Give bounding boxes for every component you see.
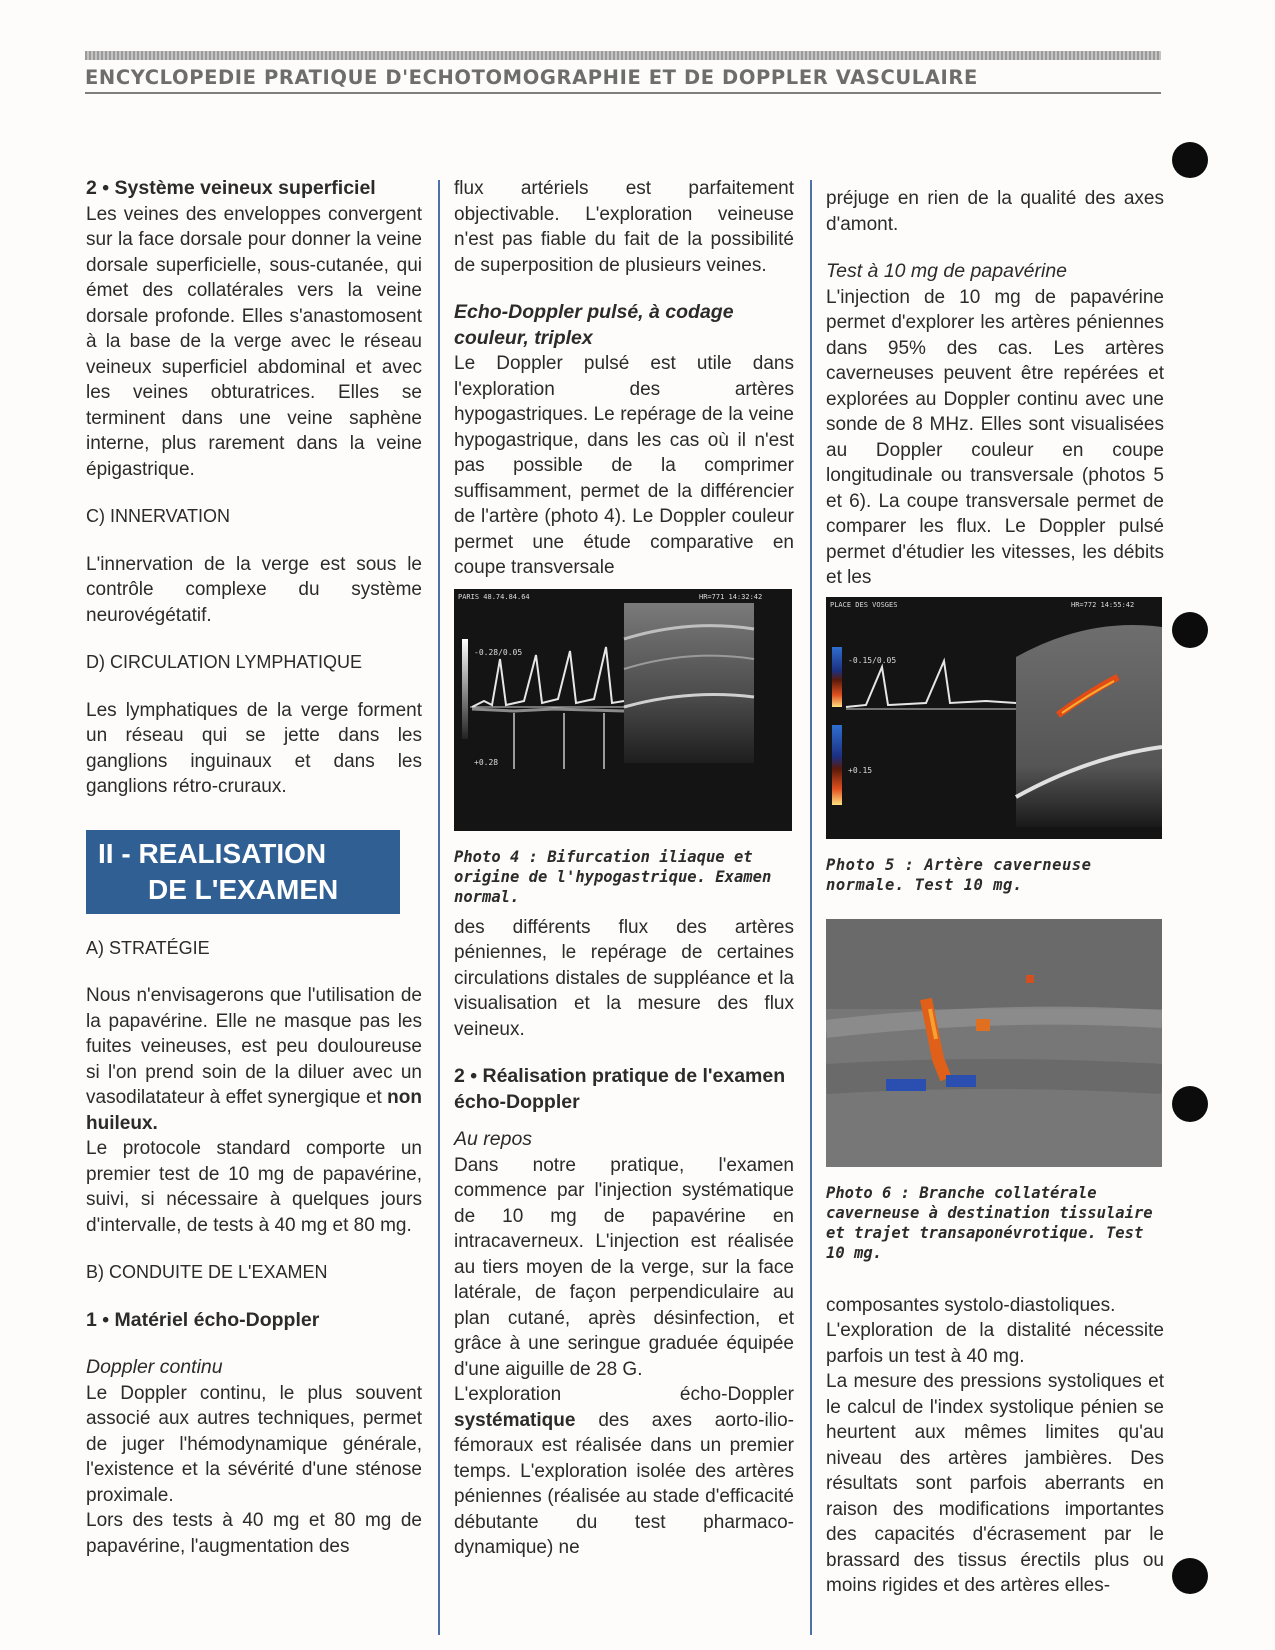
paragraph: L'innervation de la verge est sous le contrôle complexe du système neurovégétatif. xyxy=(86,553,422,626)
paragraph: La mesure des pressions systoliques et le calcul de l'index systolique pénien se heurtent aux mêmes limites qu'au niveau des artères jambières. Des résultats sont parfois aberrants en raison des modifications importantes des capacités d'écrasement par le brassard des tissus érectils plus ou moins rigides et des artères elles- xyxy=(826,1371,1164,1596)
column-3 xyxy=(826,186,1164,1599)
paragraph xyxy=(86,983,422,1136)
column-1 xyxy=(86,176,422,1559)
paragraph: Les veines des enveloppes convergent sur la face dorsale pour donner la veine dorsale superficielle, sous-cutanée, qui émet des collatérales vers la veine dorsale profonde. Elles s'anastomosent à la base de la verge avec le réseau veineux superficiel abdominal et avec les veines obturatrices. Elles se terminent dans une veine saphène interne, plus rarement dans la veine épigastrique. xyxy=(86,203,422,480)
photo-4-header-left: PARIS 48.74.84.64 xyxy=(458,592,530,601)
section-innervation: C) INNERVATION xyxy=(86,506,231,526)
paragraph: préjuge en rien de la qualité des axes d'amont. xyxy=(826,188,1164,235)
bold-text: non huileux. xyxy=(86,1087,422,1134)
text-span: L'exploration écho-Doppler xyxy=(454,1384,794,1405)
column-2 xyxy=(454,176,794,1561)
photo-4-scale-top: -0.28/0.05 xyxy=(474,647,523,657)
heading-practical-exam: 2 • Réalisation pratique de l'examen écho-Doppler xyxy=(454,1065,786,1113)
section-banner xyxy=(86,830,400,914)
photo-4-scale-bottom: +0.28 xyxy=(474,757,499,767)
text-span: des axes aorto-ilio-fémoraux est réalisée dans un premier temps. L'exploration isolée des artères péniennes (réalisée au stade d'efficacité débutante du test pharmaco-dynamique) ne xyxy=(454,1409,794,1558)
heading-at-rest: Au repos xyxy=(454,1128,533,1150)
banner-line-1: II - REALISATION xyxy=(98,837,327,869)
column-rule-left xyxy=(438,180,440,1635)
banner-line-2: DE L'EXAMEN xyxy=(148,873,339,905)
ultrasound-image xyxy=(826,597,1162,839)
photo-6-caption: Photo 6 : Branche collatérale caverneuse à destination tissulaire et trajet transaponévrotique. Test 10 mg. xyxy=(826,1183,1153,1262)
binder-hole-4 xyxy=(1172,1558,1208,1594)
paragraph: composantes systolo-diastoliques. xyxy=(826,1294,1116,1316)
binder-hole-1 xyxy=(1172,142,1208,178)
paragraph: L'exploration de la distalité nécessite parfois un test à 40 mg. xyxy=(826,1320,1164,1367)
bold-text: systématique xyxy=(454,1409,576,1431)
binder-hole-2 xyxy=(1172,612,1208,648)
photo-5-scale-bottom: +0.15 xyxy=(848,765,873,775)
binder-hole-3 xyxy=(1172,1086,1208,1122)
paragraph: des différents flux des artères péniennes, le repérage de certaines circulations distales de suppléance et la visualisation et la mesure des flux veineux. xyxy=(454,916,794,1040)
heading-superficial-venous: 2 • Système veineux superficiel xyxy=(86,177,376,199)
ultrasound-image xyxy=(454,589,792,831)
text-span: Nous n'envisagerons que l'utilisation de la papavérine. Elle ne masque pas les fuites veineuses, est peu douloureuse si l'on prend soin de la diluer avec un vasodilatateur à effet synergique et xyxy=(86,985,422,1108)
heading-test-10mg: Test à 10 mg de papavérine xyxy=(826,260,1068,282)
heading-continuous-doppler: Doppler continu xyxy=(86,1356,223,1378)
photo-4-caption: Photo 4 : Bifurcation iliaque et origine de l'hypogastrique. Examen normal. xyxy=(454,847,772,906)
heading-equipment: 1 • Matériel écho-Doppler xyxy=(86,1308,320,1331)
header-title: ENCYCLOPEDIE PRATIQUE D'ECHOTOMOGRAPHIE ET DE DOPPLER VASCULAIRE xyxy=(85,66,978,89)
header-rule xyxy=(85,92,1161,94)
paragraph: Lors des tests à 40 mg et 80 mg de papavérine, l'augmentation des xyxy=(86,1510,422,1557)
section-strategy: A) STRATÉGIE xyxy=(86,937,210,958)
photo-5-header-right: HR=772 14:55:42 xyxy=(1071,600,1135,609)
photo-5-scale-top: -0.15/0.05 xyxy=(848,655,897,665)
section-conduct: B) CONDUITE DE L'EXAMEN xyxy=(86,1262,328,1282)
paragraph: Les lymphatiques de la verge forment un réseau qui se jette dans les ganglions inguinaux et dans les ganglions rétro-cruraux. xyxy=(86,699,422,797)
section-lymphatic: D) CIRCULATION LYMPHATIQUE xyxy=(86,652,363,672)
photo-4-header-right: HR=771 14:32:42 xyxy=(699,592,763,601)
ultrasound-image xyxy=(826,919,1162,1167)
heading-pulsed-doppler: Echo-Doppler pulsé, à codage couleur, triplex xyxy=(454,301,734,349)
paragraph: L'injection de 10 mg de papavérine permet d'explorer les artères péniennes dans 95% des cas. Les artères caverneuses peuvent être repérées et explorées au Doppler continu avec une sonde de 8 MHz. Elles sont visualisées au Doppler couleur en coupe longitudinale ou transversale (photos 5 et 6). La coupe transversale permet de comparer les flux. Le Doppler pulsé permet d'étudier les vitesses, les débits et les xyxy=(826,286,1164,588)
paragraph: Le protocole standard comporte un premier test de 10 mg de papavérine, suivi, si nécessaire à quelques jours d'intervalle, de tests à 40 mg et 80 mg. xyxy=(86,1138,422,1236)
paragraph: Dans notre pratique, l'examen commence par l'injection systématique de 10 mg de papavérine en intracaverneux. L'injection est réalisée au tiers moyen de la verge, sur la face latérale, de façon perpendiculaire au plan cutané, après désinfection, et grâce à une seringue graduée équipée d'une aiguille de 28 G. xyxy=(454,1154,794,1380)
photo-5-ultrasound xyxy=(826,597,1162,839)
paragraph: flux artériels est parfaitement objectivable. L'exploration veineuse n'est pas fiable du fait de la possibilité de superposition de plusieurs veines. xyxy=(454,178,794,276)
running-header xyxy=(85,51,1161,94)
paragraph: Le Doppler pulsé est utile dans l'exploration des artères hypogastriques. Le repérage de la veine hypogastrique, dans les cas où il n'est pas possible de la comprimer suffisamment, permet de la différencier de l'artère (photo 4). Le Doppler couleur permet une étude comparative en coupe transversale xyxy=(454,353,794,578)
photo-5-header-left: PLACE DES VOSGES xyxy=(830,600,898,609)
paragraph xyxy=(454,1382,794,1561)
paragraph: Le Doppler continu, le plus souvent associé aux autres techniques, permet de juger l'hémodynamique générale, l'existence et la sévérité d'une sténose proximale. xyxy=(86,1382,422,1506)
column-rule-right xyxy=(810,180,812,1635)
photo-4-ultrasound xyxy=(454,589,792,831)
photo-6-ultrasound xyxy=(826,919,1162,1167)
header-pattern-bar xyxy=(85,51,1161,60)
photo-5-caption: Photo 5 : Artère caverneuse normale. Test 10 mg. xyxy=(826,855,1092,894)
